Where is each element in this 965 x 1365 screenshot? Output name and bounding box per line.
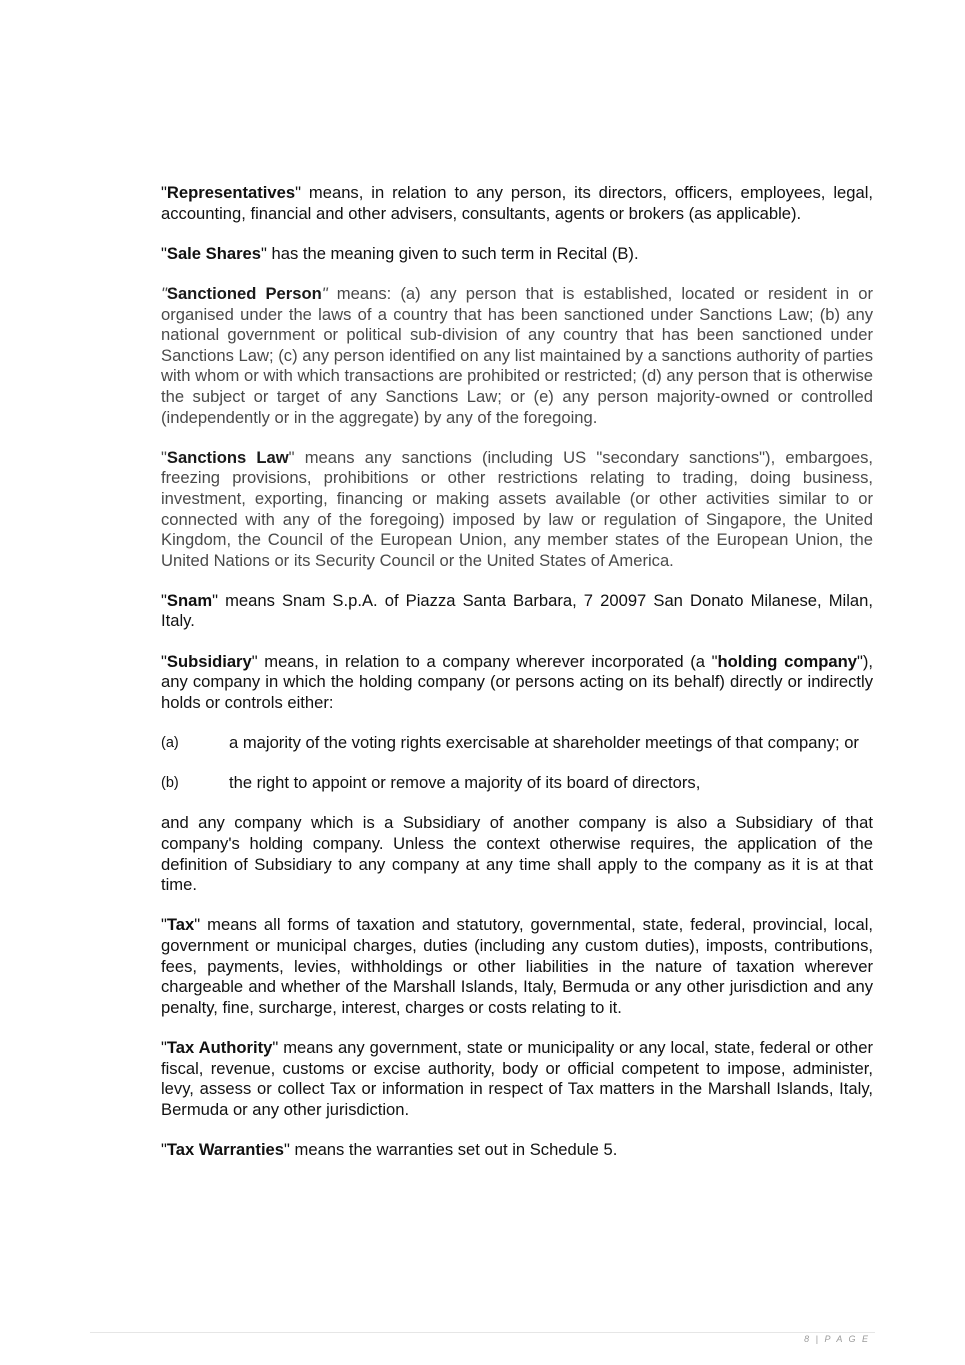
list-item	[161, 773, 873, 794]
document-body	[161, 183, 873, 1180]
subsidiary-closing-text: and any company which is a Subsidiary of another company is also a Subsidiary of that company's holding company. Unless the context otherwise requires, the application of the definition of Subsidiary to any company at any time shall apply to the company as it is at that time.	[161, 813, 873, 895]
defined-term: Snam	[166, 590, 213, 610]
definition-text: " means any government, state or municipality or any local, state, federal or other fiscal, revenue, customs or excise authority, body or official competent to impose, administer, levy, assess or collect Tax or information in respect of Tax matters in the Marshall Islands, Italy, Bermuda or any other jurisdiction.	[161, 1037, 873, 1119]
definition-text: " has the meaning given to such term in Recital (B).	[260, 243, 639, 263]
open-quote: "	[161, 243, 167, 263]
defined-term: Tax Authority	[166, 1037, 273, 1057]
open-quote: "	[161, 1037, 167, 1057]
definition-tax-authority	[161, 1038, 873, 1120]
defined-term: Sale Shares	[166, 243, 261, 263]
definition-tax-warranties	[161, 1140, 873, 1161]
list-item	[161, 733, 873, 754]
definition-subsidiary	[161, 652, 873, 714]
list-item-text: the right to appoint or remove a majority of its board of directors,	[229, 773, 701, 793]
definition-text: " means, in relation to a company wherever incorporated (a "	[251, 651, 718, 671]
defined-term: Tax	[166, 915, 195, 935]
definition-snam	[161, 591, 873, 632]
definition-text: " means the warranties set out in Schedule 5.	[284, 1139, 618, 1159]
definition-representatives	[161, 183, 873, 224]
list-item-label: (a)	[161, 735, 179, 752]
open-quote: "	[161, 915, 167, 935]
defined-term: Sanctions Law	[166, 447, 289, 467]
open-quote: "	[161, 447, 167, 467]
list-item-label: (b)	[161, 775, 179, 792]
definition-text: " means all forms of taxation and statutory, governmental, state, federal, provincial, local, government or municipal charges, duties (including any custom duties), imposts, contributions, fees, payments, levies, withholdings or other liabilities in the nature of taxation wherever chargeable and whether of the Marshall Islands, Italy, Bermuda or any other jurisdiction and any penalty, fine, surcharge, interest, charges or costs relating to it.	[161, 915, 873, 1017]
open-quote: "	[161, 283, 167, 303]
definition-text: "), any company in which the holding company (or persons acting on its behalf) directly or indirectly holds or controls either:	[161, 651, 873, 712]
definition-tax	[161, 915, 873, 1018]
definition-sanctions-law	[161, 448, 873, 572]
definition-text: " means Snam S.p.A. of Piazza Santa Barbara, 7 20097 San Donato Milanese, Milan, Italy.	[161, 590, 873, 631]
defined-term: Tax Warranties	[166, 1139, 285, 1159]
definition-text: means: (a) any person that is established, located or resident in or organised under the laws of a country that has been sanctioned under Sanctions Law; (b) any national government or political sub-division of any country that has been sanctioned under Sanctions Law; (c) any person identified on any list maintained by a sanctions authority of parties with whom or with which transactions are prohibited or restricted; (d) any person that is otherwise the subject or target of any Sanctions Law; or (e) any person majority-owned or controlled (independently or in the aggregate) by any of the foregoing.	[161, 283, 873, 427]
footer-divider	[90, 1332, 875, 1333]
definition-text: " means, in relation to any person, its directors, officers, employees, legal, accounting, financial and other advisers, consultants, agents or brokers (as applicable).	[161, 183, 873, 223]
inner-defined-term: holding company	[717, 651, 857, 671]
open-quote: "	[161, 1139, 167, 1159]
close-quote: "	[321, 283, 328, 303]
defined-term: Sanctioned Person	[166, 283, 322, 303]
page-number: 8 | P A G E	[804, 1334, 870, 1344]
open-quote: "	[161, 651, 167, 671]
definition-sanctioned-person	[161, 284, 873, 428]
list-item-text: a majority of the voting rights exercisable at shareholder meetings of that company; or	[229, 733, 859, 753]
defined-term: Representatives	[166, 183, 296, 202]
open-quote: "	[161, 590, 167, 610]
definition-sale-shares	[161, 244, 873, 265]
defined-term: Subsidiary	[166, 651, 252, 671]
open-quote: "	[161, 183, 167, 202]
definition-text: " means any sanctions (including US "secondary sanctions"), embargoes, freezing provisions, prohibitions or other restrictions relating to trading, doing business, investment, exporting, financing or making assets available (or other activities similar to or connected with any of the foregoing) imposed by law or regulation of Singapore, the United Kingdom, the Council of the European Union, any member states of the European Union, the United Nations or its Security Council or the United States of America.	[161, 447, 873, 570]
